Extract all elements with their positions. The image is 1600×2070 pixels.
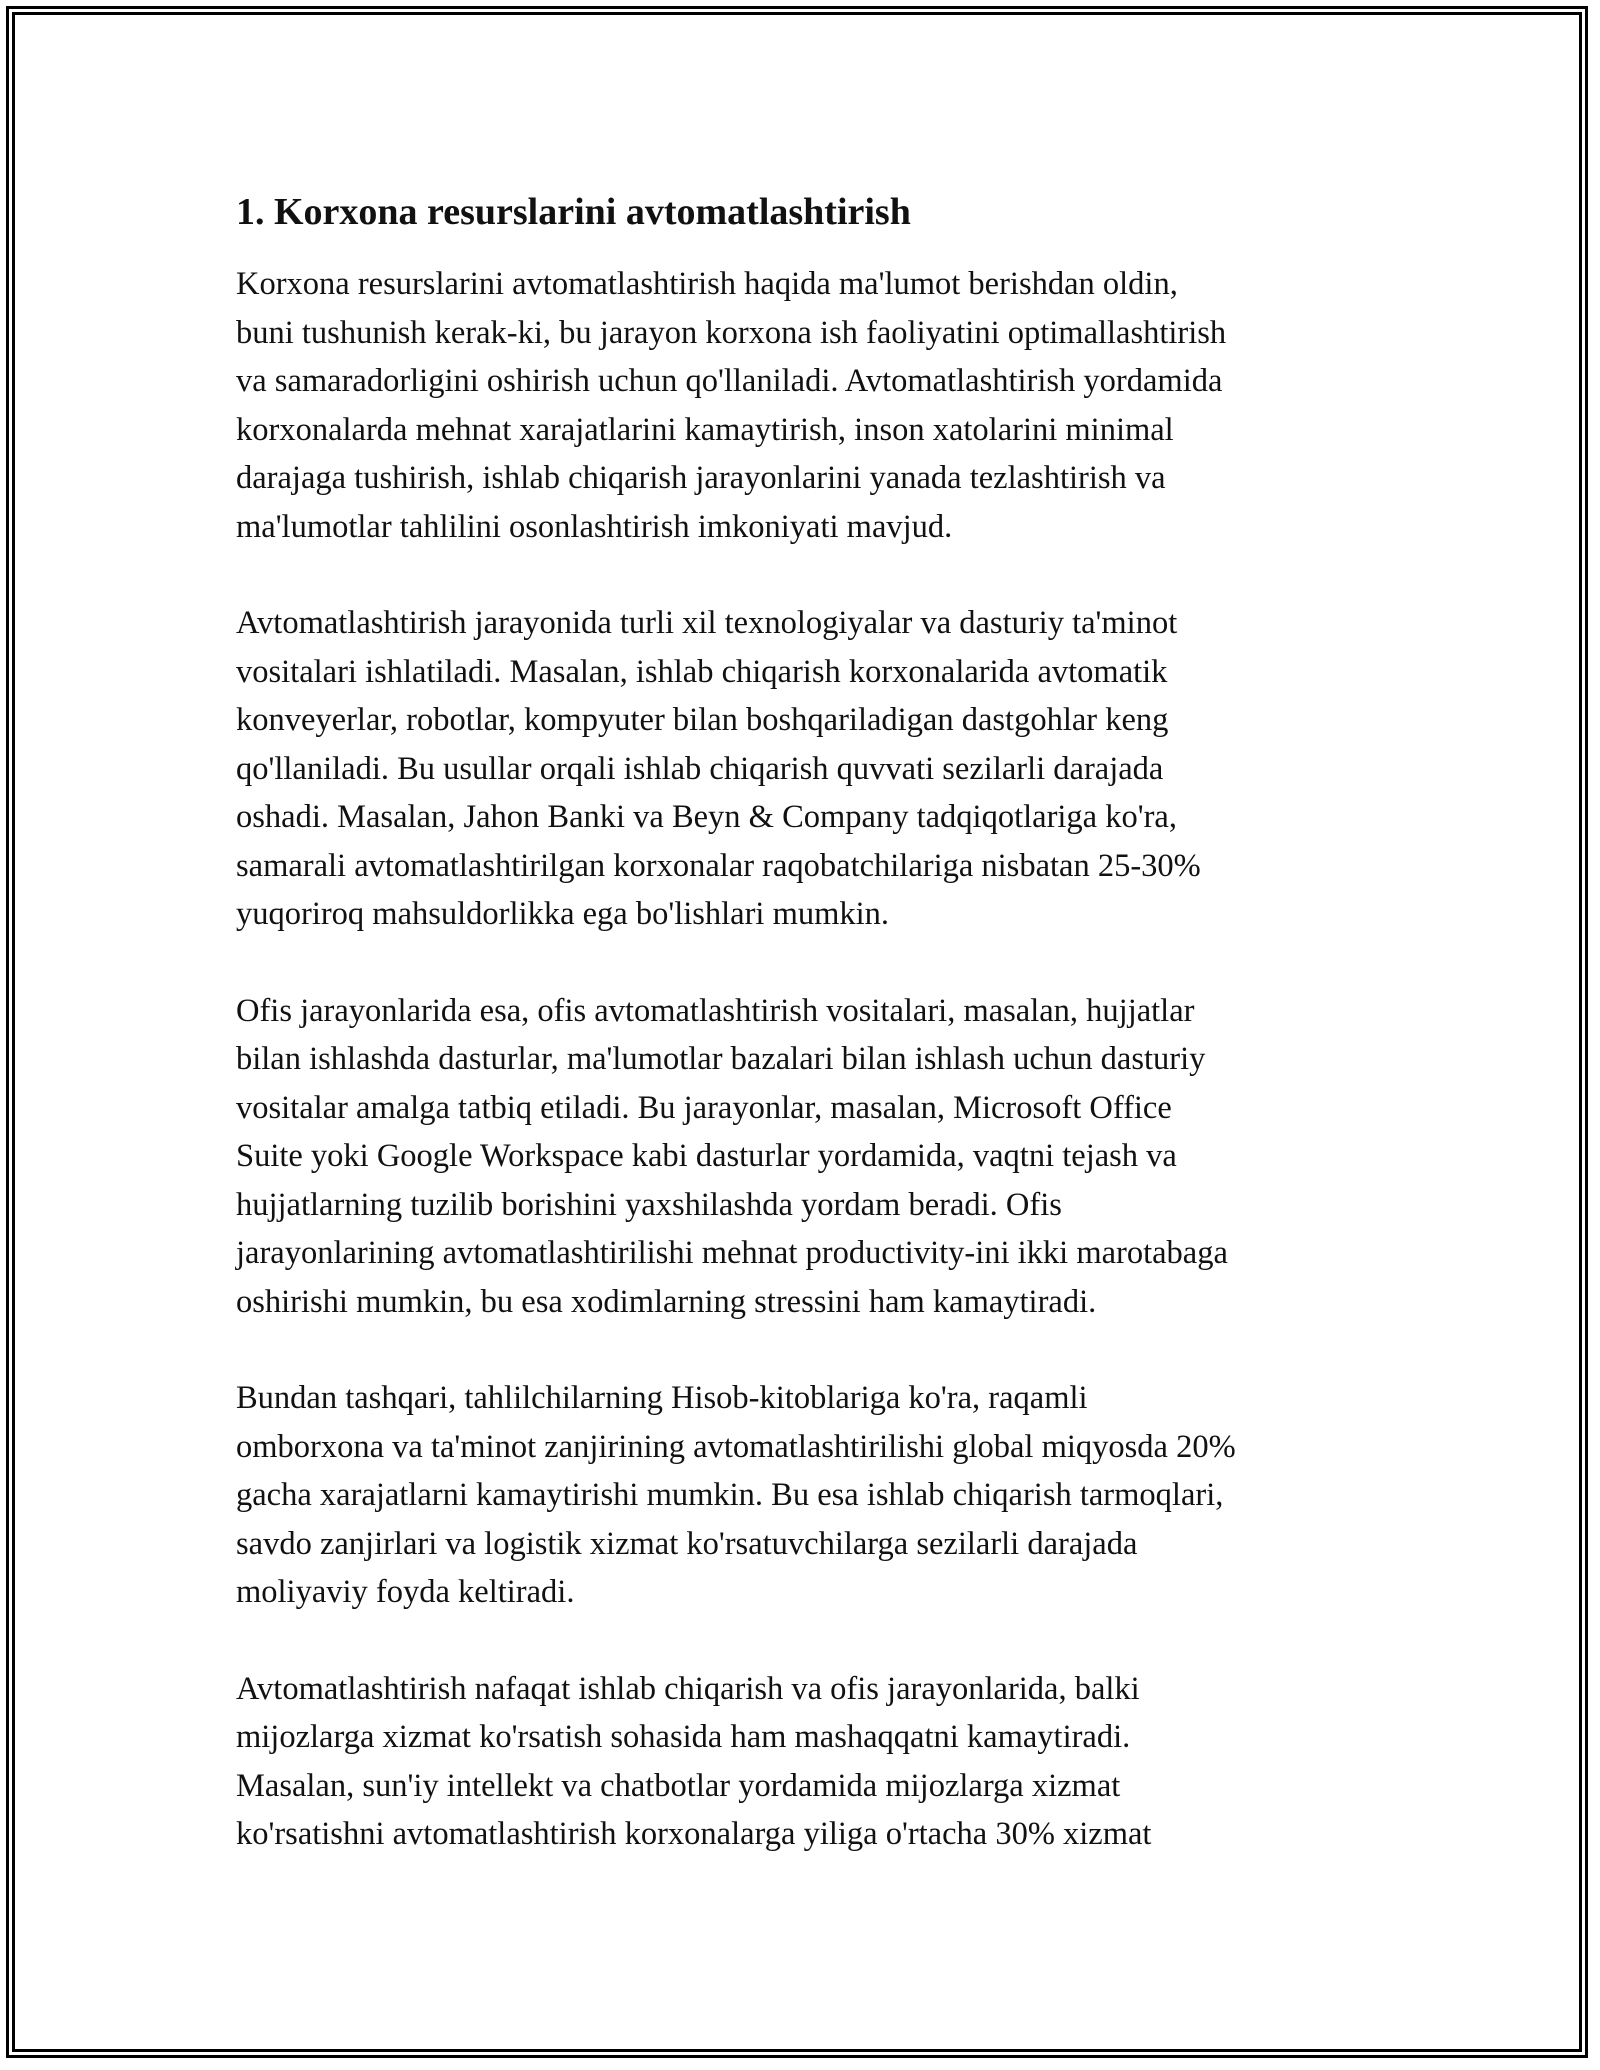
text-line: omborxona va ta'minot zanjirining avtomatlashtirilishi global miqyosda 20% [236, 1428, 1236, 1465]
text-line: oshirishi mumkin, bu esa xodimlarning stressini ham kamaytiradi. [236, 1283, 1097, 1320]
text-line: Korxona resurslarini avtomatlashtirish haqida ma'lumot berishdan oldin, [236, 266, 1178, 302]
text-line: hujjatlarning tuzilib borishini yaxshilashda yordam beradi. Ofis [236, 1186, 1062, 1223]
text-line: va samaradorligini oshirish uchun qo'llaniladi. Avtomatlashtirish yordamida [236, 363, 1223, 399]
document-body [236, 186, 1376, 1907]
text-line: qo'llaniladi. Bu usullar orqali ishlab chiqarish quvvati sezilarli darajada [236, 750, 1164, 787]
text-line: gacha xarajatlarni kamaytirishi mumkin. Bu esa ishlab chiqarish tarmoqlari, [236, 1477, 1224, 1513]
text-line: ma'lumotlar tahlilini osonlashtirish imkoniyati mavjud. [236, 508, 953, 545]
text-line: jarayonlarining avtomatlashtirilishi mehnat productivity-ini ikki marotabaga [236, 1235, 1228, 1271]
text-line: savdo zanjirlari va logistik xizmat ko'rsatuvchilarga sezilarli darajada [236, 1525, 1138, 1562]
paragraph-1 [236, 260, 1376, 551]
text-line: korxonalarda mehnat xarajatlarini kamaytirish, inson xatolarini minimal [236, 411, 1174, 448]
paragraph-5 [236, 1665, 1376, 1859]
text-line: yuqoriroq mahsuldorlikka ega bo'lishlari mumkin. [236, 896, 890, 932]
text-line: Masalan, sun'iy intellekt va chatbotlar yordamida mijozlarga xizmat [236, 1767, 1121, 1804]
text-line: buni tushunish kerak-ki, bu jarayon korxona ish faoliyatini optimallashtirish [236, 314, 1227, 351]
text-line: samarali avtomatlashtirilgan korxonalar raqobatchilariga nisbatan 25-30% [236, 847, 1201, 884]
text-line: Suite yoki Google Workspace kabi dasturlar yordamida, vaqtni tejash va [236, 1138, 1177, 1174]
paragraph-2 [236, 599, 1376, 939]
paragraph-3 [236, 987, 1376, 1327]
text-line: Bundan tashqari, tahlilchilarning Hisob-kitoblariga ko'ra, raqamli [236, 1380, 1088, 1416]
text-line: Ofis jarayonlarida esa, ofis avtomatlashtirish vositalari, masalan, hujjatlar [236, 992, 1195, 1029]
text-line: moliyaviy foyda keltiradi. [236, 1574, 575, 1610]
text-line: mijozlarga xizmat ko'rsatish sohasida ham mashaqqatni kamaytiradi. [236, 1719, 1131, 1755]
text-line: Avtomatlashtirish jarayonida turli xil texnologiyalar va dasturiy ta'minot [236, 605, 1178, 641]
text-line: darajaga tushirish, ishlab chiqarish jarayonlarini yanada tezlashtirish va [236, 460, 1166, 496]
text-line: Avtomatlashtirish nafaqat ishlab chiqarish va ofis jarayonlarida, balki [236, 1670, 1140, 1707]
paragraph-4 [236, 1374, 1376, 1617]
text-line: vositalari ishlatiladi. Masalan, ishlab chiqarish korxonalarida avtomatik [236, 653, 1168, 690]
section-heading: 1. Korxona resurslarini avtomatlashtirish [236, 191, 911, 233]
text-line: bilan ishlashda dasturlar, ma'lumotlar bazalari bilan ishlash uchun dasturiy [236, 1041, 1206, 1077]
text-line: ko'rsatishni avtomatlashtirish korxonalarga yiliga o'rtacha 30% xizmat [236, 1816, 1152, 1852]
text-line: oshadi. Masalan, Jahon Banki va Beyn & Company tadqiqotlariga ko'ra, [236, 799, 1177, 835]
text-line: konveyerlar, robotlar, kompyuter bilan boshqariladigan dastgohlar keng [236, 702, 1169, 738]
text-line: vositalar amalga tatbiq etiladi. Bu jarayonlar, masalan, Microsoft Office [236, 1089, 1172, 1126]
